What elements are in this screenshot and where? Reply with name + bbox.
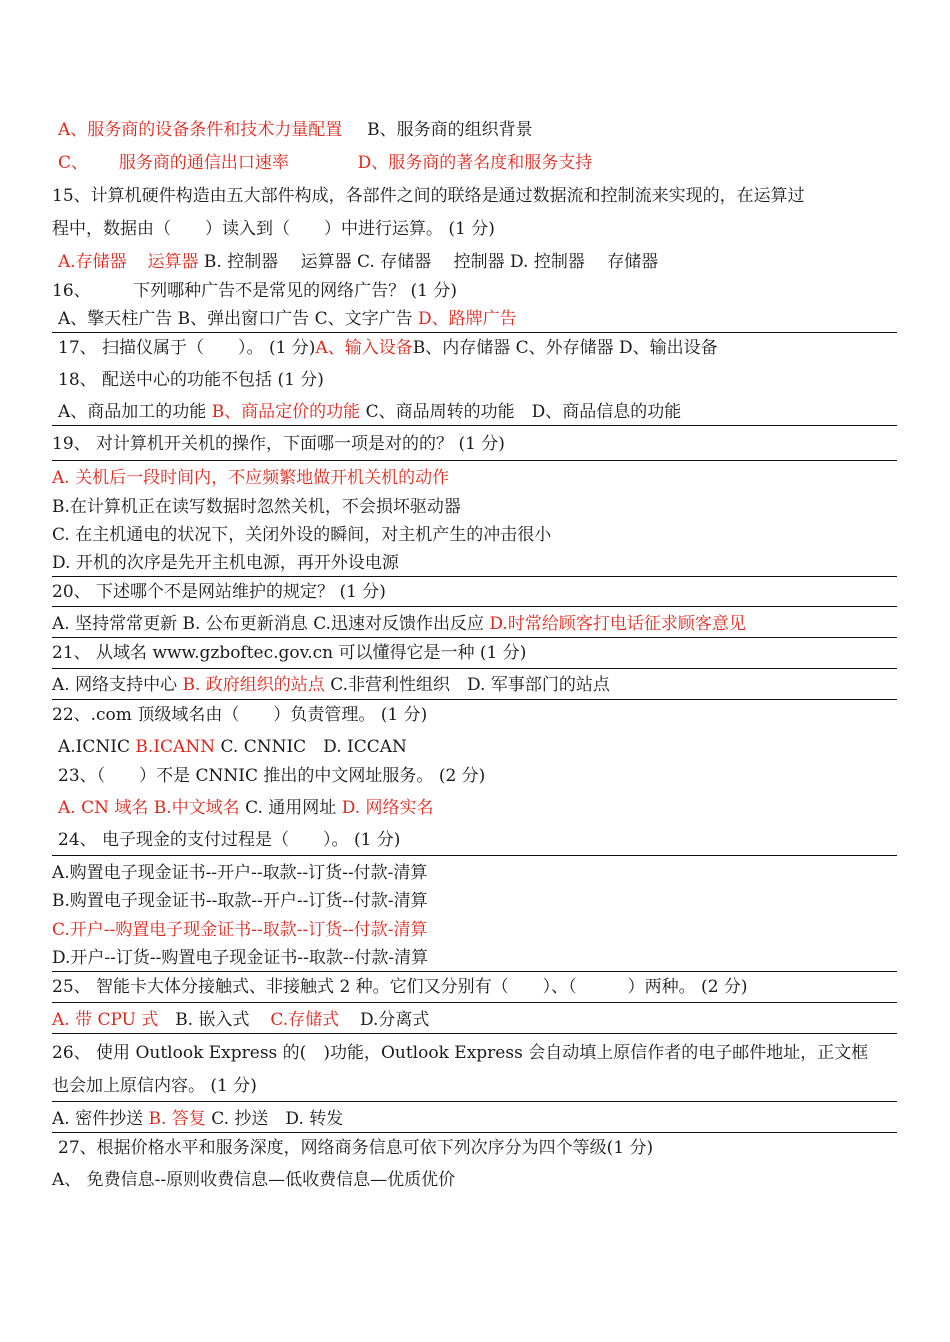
q21-options bbox=[52, 673, 610, 697]
q22-option-a: A.ICNIC bbox=[58, 737, 131, 757]
q19-stem: 19、 对计算机开关机的操作，下面哪一项是对的的？ (1 分) bbox=[52, 434, 505, 454]
q15-answer-a2: 运算器 bbox=[147, 252, 199, 272]
q15-answer-a1: A.存储器 bbox=[58, 252, 127, 272]
q15-other-options: B. 控制器 运算器 C. 存储器 控制器 D. 控制器 存储器 bbox=[203, 252, 659, 272]
divider bbox=[52, 699, 897, 700]
q25-option-b: B. 嵌入式 bbox=[175, 1010, 250, 1030]
q18-option-a: A、商品加工的功能 bbox=[58, 402, 207, 422]
q14-option-a-answer: A、服务商的设备条件和技术力量配置 bbox=[58, 120, 343, 140]
q24-option-d: D.开户--订货--购置电子现金证书--取款--付款-清算 bbox=[52, 948, 429, 968]
q26-option-a: A. 密件抄送 bbox=[52, 1109, 144, 1129]
q17-line bbox=[58, 336, 718, 360]
q25-answer-c: C.存储式 bbox=[270, 1010, 340, 1030]
q18-other-options: C、商品周转的功能 D、商品信息的功能 bbox=[365, 402, 682, 422]
q15-stem-line2: 程中，数据由（ ）读入到（ ）中进行运算。 (1 分) bbox=[52, 219, 495, 239]
q25-stem: 25、 智能卡大体分接触式、非接触式 2 种。它们又分别有（ ）、（ ）两种。 (2 分) bbox=[52, 977, 748, 997]
q17-stem: 17、 扫描仪属于（ ）。 (1 分) bbox=[58, 338, 316, 358]
q16-stem: 16、 下列哪种广告不是常见的网络广告？ (1 分) bbox=[52, 281, 458, 301]
q14-option-d-answer: D、服务商的著名度和服务支持 bbox=[357, 153, 593, 173]
q16-options bbox=[58, 307, 517, 331]
q14-options-cd bbox=[58, 151, 592, 175]
q20-stem: 20、 下述哪个不是网站维护的规定？ (1 分) bbox=[52, 582, 386, 602]
divider bbox=[52, 576, 897, 577]
q19-option-b: B.在计算机正在读写数据时忽然关机，不会损坏驱动器 bbox=[52, 497, 461, 517]
q15-stem-line1: 15、计算机硬件构造由五大部件构成，各部件之间的联络是通过数据流和控制流来实现的，在运算过 bbox=[52, 186, 805, 206]
q18-answer: B、商品定价的功能 bbox=[211, 402, 361, 422]
q27-option-a: A、 免费信息--原则收费信息—低收费信息—优质优价 bbox=[52, 1170, 456, 1190]
q24-option-a: A.购置电子现金证书--开户--取款--订货--付款-清算 bbox=[52, 863, 428, 883]
q14-option-c-prefix: C、 bbox=[58, 153, 89, 173]
q22-answer: B.ICANN bbox=[135, 737, 216, 757]
q24-answer: C.开户--购置电子现金证书--取款--订货--付款-清算 bbox=[52, 920, 428, 940]
divider bbox=[52, 1101, 897, 1102]
q15-options bbox=[58, 250, 658, 274]
q21-other-options: C.非营利性组织 D. 军事部门的站点 bbox=[330, 675, 610, 695]
q25-option-d: D.分离式 bbox=[359, 1010, 430, 1030]
q23-answer-b: B.中文域名 bbox=[153, 798, 240, 818]
q23-answer-a: A. CN 域名 bbox=[58, 798, 149, 818]
q27-stem: 27、根据价格水平和服务深度，网络商务信息可依下列次序分为四个等级(1 分) bbox=[58, 1138, 654, 1158]
divider bbox=[52, 332, 897, 333]
q14-option-c-answer: 服务商的通信出口速率 bbox=[118, 153, 289, 173]
q21-option-a: A. 网络支持中心 bbox=[52, 675, 178, 695]
q24-stem: 24、 电子现金的支付过程是（ ）。 (1 分) bbox=[58, 830, 401, 850]
divider bbox=[52, 971, 897, 972]
q25-answer-a: A. 带 CPU 式 bbox=[52, 1010, 159, 1030]
q20-options bbox=[52, 612, 746, 636]
q21-stem: 21、 从域名 www.gzboftec.gov.cn 可以懂得它是一种 (1 分) bbox=[52, 643, 527, 663]
q22-stem: 22、.com 顶级域名由（ ）负责管理。 (1 分) bbox=[52, 705, 428, 725]
q22-options bbox=[58, 735, 407, 759]
q16-other-options: A、擎天柱广告 B、弹出窗口广告 C、文字广告 bbox=[58, 309, 413, 329]
divider bbox=[52, 637, 897, 638]
q23-options bbox=[58, 796, 434, 820]
divider bbox=[52, 1132, 897, 1133]
q22-other-options: C. CNNIC D. ICCAN bbox=[220, 737, 407, 757]
q14-options-ab bbox=[58, 118, 533, 142]
q25-options bbox=[52, 1008, 429, 1032]
q14-option-b: B、服务商的组织背景 bbox=[367, 120, 533, 140]
q21-answer: B. 政府组织的站点 bbox=[182, 675, 325, 695]
q26-options bbox=[52, 1107, 343, 1131]
divider bbox=[52, 668, 897, 669]
divider bbox=[52, 606, 897, 607]
q19-answer: A. 关机后一段时间内，不应频繁地做开机关机的动作 bbox=[52, 468, 450, 488]
q26-other-options: C. 抄送 D. 转发 bbox=[211, 1109, 344, 1129]
q18-stem: 18、 配送中心的功能不包括 (1 分) bbox=[58, 370, 324, 390]
q17-other-options: B、内存储器 C、外存储器 D、输出设备 bbox=[412, 338, 718, 358]
q20-answer: D.时常给顾客打电话征求顾客意见 bbox=[489, 614, 746, 634]
q17-answer: A、输入设备 bbox=[315, 338, 413, 358]
q24-option-b: B.购置电子现金证书--取款--开户--订货--付款-清算 bbox=[52, 891, 428, 911]
divider bbox=[52, 855, 897, 856]
divider bbox=[52, 1033, 897, 1034]
q20-other-options: A. 坚持常常更新 B. 公布更新消息 C.迅速对反馈作出反应 bbox=[52, 614, 484, 634]
q26-stem-line1: 26、 使用 Outlook Express 的( )功能，Outlook Express 会自动填上原信作者的电子邮件地址，正文框 bbox=[52, 1043, 869, 1063]
divider bbox=[52, 460, 897, 461]
q16-answer: D、路牌广告 bbox=[418, 309, 517, 329]
divider bbox=[52, 1002, 897, 1003]
q26-stem-line2: 也会加上原信内容。 (1 分) bbox=[52, 1076, 257, 1096]
q26-answer: B. 答复 bbox=[148, 1109, 206, 1129]
q23-option-c: C. 通用网址 bbox=[245, 798, 337, 818]
q19-option-c: C. 在主机通电的状况下，关闭外设的瞬间，对主机产生的冲击很小 bbox=[52, 525, 552, 545]
q23-stem: 23、（ ）不是 CNNIC 推出的中文网址服务。 (2 分) bbox=[58, 766, 486, 786]
q18-options bbox=[58, 400, 681, 424]
q23-answer-d: D. 网络实名 bbox=[341, 798, 434, 818]
q19-option-d: D. 开机的次序是先开主机电源，再开外设电源 bbox=[52, 553, 399, 573]
divider bbox=[52, 425, 897, 426]
